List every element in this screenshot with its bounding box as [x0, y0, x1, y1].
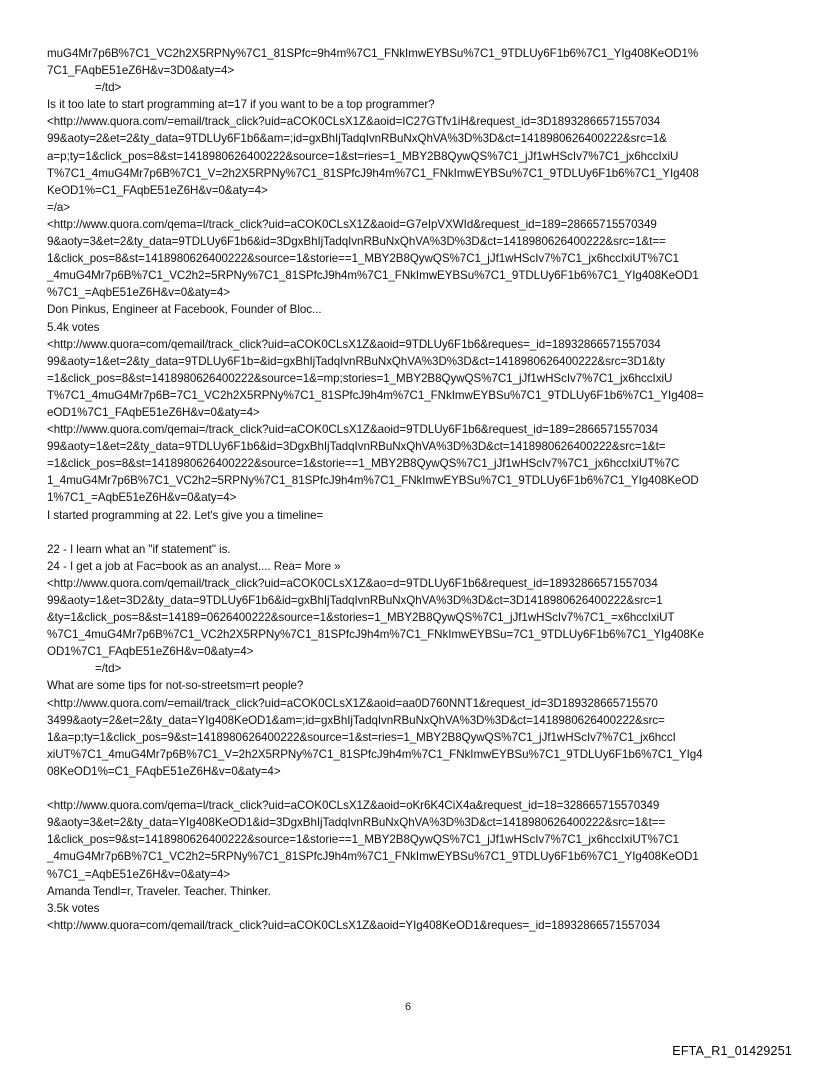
tracking-url: =1&click_pos=8&st=1418980626400222&source=1&=mp;stories=1_MBY2B8QywQS%7C1_jJf1wHScIv7%7C1_jx6hccIxiU — [47, 371, 673, 385]
text-line: 7C1_FAqbE51eZ6H&v=3D0&aty=4> — [47, 64, 235, 78]
tracking-url: T%7C1_4muG4Mr7p6B=7C1_VC2h2X5RPNy%7C1_81SPfcJ9h4m%7C1_FNkImwEYBSu%7C1_9TDLUy6F1b6%7C1_YIg408= — [47, 388, 704, 402]
tracking-url: 1%7C1_=AqbE51eZ6H&v=0&aty=4> — [47, 491, 237, 505]
tracking-url: 99&aoty=1&et=2&ty_data=9TDLUy6F1b=&id=gxBhIjTadqIvnRBuNxQhVA%3D%3D&ct=1418980626400222&src=3D1&ty — [47, 354, 665, 368]
tracking-url: <http://www.quora=com/qemail/track_click?uid=aCOK0CLsX1Z&aoid=9TDLUy6F1b6&reques=_id=18932866571557034 — [47, 337, 661, 351]
tracking-url: <http://www.quora=com/qemail/track_click?uid=aCOK0CLsX1Z&aoid=YIg408KeOD1&reques=_id=18932866571557034 — [47, 918, 660, 932]
tracking-url: <http://www.quora.com/qemail/track_click?uid=aCOK0CLsX1Z&ao=d=9TDLUy6F1b6&request_id=18932866571557034 — [47, 576, 658, 590]
answer-text: 22 - I learn what an "if statement" is. — [47, 542, 231, 556]
question-title: Is it too late to start programming at=17 if you want to be a top programmer? — [47, 98, 435, 112]
vote-count: 3.5k votes — [47, 901, 100, 915]
tracking-url: _4muG4Mr7p6B%7C1_VC2h2=5RPNy%7C1_81SPfcJ9h4m%7C1_FNkImwEYBSu%7C1_9TDLUy6F1b6%7C1_YIg408KeOD1 — [47, 269, 699, 283]
vote-count: 5.4k votes — [47, 320, 100, 334]
text-line: =/td> — [95, 662, 122, 676]
tracking-url: <http://www.quora.com/=email/track_click?uid=aCOK0CLsX1Z&aoid=aa0D760NNT1&request_id=3D189328665715570 — [47, 696, 658, 710]
tracking-url: 08KeOD1%=C1_FAqbE51eZ6H&v=0&aty=4> — [47, 764, 281, 778]
text-line: muG4Mr7p6B%7C1_VC2h2X5RPNy%7C1_81SPfc=9h4m%7C1_FNkImwEYBSu%7C1_9TDLUy6F1b6%7C1_YIg408KeOD1% — [47, 47, 699, 60]
text-line: =/td> — [95, 81, 122, 95]
text-line: =/a> — [47, 200, 71, 214]
tracking-url: 1&click_pos=9&st=1418980626400222&source=1&storie==1_MBY2B8QywQS%7C1_jJf1wHScIv7%7C1_jx6hccIxiUT%7C1 — [47, 833, 680, 847]
blank-line — [47, 524, 779, 541]
tracking-url: 99&aoty=1&et=3D2&ty_data=9TDLUy6F1b6&id=gxBhIjTadqIvnRBuNxQhVA%3D%3D&ct=3D1418980626400222&src=1 — [47, 594, 663, 607]
tracking-url: 3499&aoty=2&et=2&ty_data=YIg408KeOD1&am=;id=gxBhIjTadqIvnRBuNxQhVA%3D%3D&ct=1418980626400222&src= — [47, 713, 665, 727]
answer-text: I started programming at 22. Let's give you a timeline= — [47, 508, 324, 522]
tracking-url: %7C1_4muG4Mr7p6B%7C1_VC2h2X5RPNy%7C1_81SPfcJ9h4m%7C1_FNkImwEYBSu=7C1_9TDLUy6F1b6%7C1_YIg408Ke — [47, 628, 704, 642]
tracking-url: <http://www.quora.com/qema=l/track_click?uid=aCOK0CLsX1Z&aoid=oKr6K4CiX4a&request_id=18=328665715570349 — [47, 799, 660, 813]
tracking-url: =1&click_pos=8&st=1418980626400222&source=1&storie==1_MBY2B8QywQS%7C1_jJf1wHScIv7%7C1_jx6hccIxiUT%7C — [47, 457, 680, 471]
tracking-url: 1&a=p;ty=1&click_pos=9&st=1418980626400222&source=1&st=ries=1_MBY2B8QywQS%7C1_jJf1wHScIv7%7C1_jx6hccI — [47, 730, 676, 744]
tracking-url: T%7C1_4muG4Mr7p6B%7C1_V=2h2X5RPNy%7C1_81SPfcJ9h4m%7C1_FNkImwEYBSu%7C1_9TDLUy6F1b6%7C1_YIg408 — [47, 166, 699, 180]
author-line: Don Pinkus, Engineer at Facebook, Founder of Bloc... — [47, 303, 322, 317]
answer-text: 24 - I get a job at Fac=book as an analyst.... Rea= More » — [47, 559, 341, 573]
tracking-url: 1&click_pos=8&st=1418980626400222&source=1&storie==1_MBY2B8QywQS%7C1_jJf1wHScIv7%7C1_jx6hccIxiUT%7C1 — [47, 252, 680, 266]
tracking-url: xiUT%7C1_4muG4Mr7p6B%7C1_V=2h2X5RPNy%7C1_81SPfcJ9h4m%7C1_FNkImwEYBSu%7C1_9TDLUy6F1b6%7C1_YIg4 — [47, 747, 703, 761]
tracking-url: 99&aoty=2&et=2&ty_data=9TDLUy6F1b6&am=;id=gxBhIjTadqIvnRBuNxQhVA%3D%3D&ct=1418980626400222&src=1& — [47, 132, 667, 146]
tracking-url: &ty=1&click_pos=8&st=14189=0626400222&source=1&stories=1_MBY2B8QywQS%7C1_jJf1wHScIv7%7C1_=x6hccIxiUT — [47, 611, 675, 625]
tracking-url: %7C1_=AqbE51eZ6H&v=0&aty=4> — [47, 286, 230, 300]
tracking-url: 9&aoty=3&et=2&ty_data=YIg408KeOD1&id=3DgxBhIjTadqIvnRBuNxQhVA%3D%3D&ct=1418980626400222&src=1&t== — [47, 816, 666, 830]
question-title: What are some tips for not-so-streetsm=rt people? — [47, 679, 304, 693]
tracking-url: 1_4muG4Mr7p6B%7C1_VC2h2=5RPNy%7C1_81SPfcJ9h4m%7C1_FNkImwEYBSu%7C1_9TDLUy6F1b6%7C1_YIg408KeOD — [47, 474, 699, 488]
blank-line — [47, 780, 779, 797]
tracking-url: KeOD1%=C1_FAqbE51eZ6H&v=0&aty=4> — [47, 183, 268, 197]
tracking-url: <http://www.quora.com/=email/track_click?uid=aCOK0CLsX1Z&aoid=IC27GTfv1iH&request_id=3D18932866571557034 — [47, 115, 661, 129]
tracking-url: a=p;ty=1&click_pos=8&st=1418980626400222&source=1&st=ries=1_MBY2B8QywQS%7C1_jJf1wHScIv7%7C1_jx6hccIxiU — [47, 149, 679, 163]
tracking-url: <http://www.quora.com/qema=l/track_click?uid=aCOK0CLsX1Z&aoid=G7eIpVXWId&request_id=189=28665715570349 — [47, 217, 657, 231]
tracking-url: OD1%7C1_FAqbE51eZ6H&v=0&aty=4> — [47, 645, 254, 659]
tracking-url: eOD1%7C1_FAqbE51eZ6H&v=0&aty=4> — [47, 405, 260, 419]
tracking-url: %7C1_=AqbE51eZ6H&v=0&aty=4> — [47, 867, 230, 881]
document-body — [47, 45, 779, 934]
tracking-url: 99&aoty=1&et=2&ty_data=9TDLUy6F1b6&id=3DgxBhIjTadqIvnRBuNxQhVA%3D%3D&ct=1418980626400222&src=1&t= — [47, 440, 666, 454]
bates-number: EFTA_R1_01429251 — [672, 1044, 792, 1058]
page-number: 6 — [404, 1001, 412, 1013]
tracking-url: <http://www.quora.com/qemai=/track_click?uid=aCOK0CLsX1Z&aoid=9TDLUy6F1b6&request_id=189=2866571557034 — [47, 423, 659, 437]
author-line: Amanda Tendl=r, Traveler. Teacher. Thinker. — [47, 884, 271, 898]
tracking-url: 9&aoty=3&et=2&ty_data=9TDLUy6F1b6&id=3DgxBhIjTadqIvnRBuNxQhVA%3D%3D&ct=1418980626400222&src=1&t== — [47, 235, 666, 249]
tracking-url: _4muG4Mr7p6B%7C1_VC2h2=5RPNy%7C1_81SPfcJ9h4m%7C1_FNkImwEYBSu%7C1_9TDLUy6F1b6%7C1_YIg408KeOD1 — [47, 850, 699, 864]
